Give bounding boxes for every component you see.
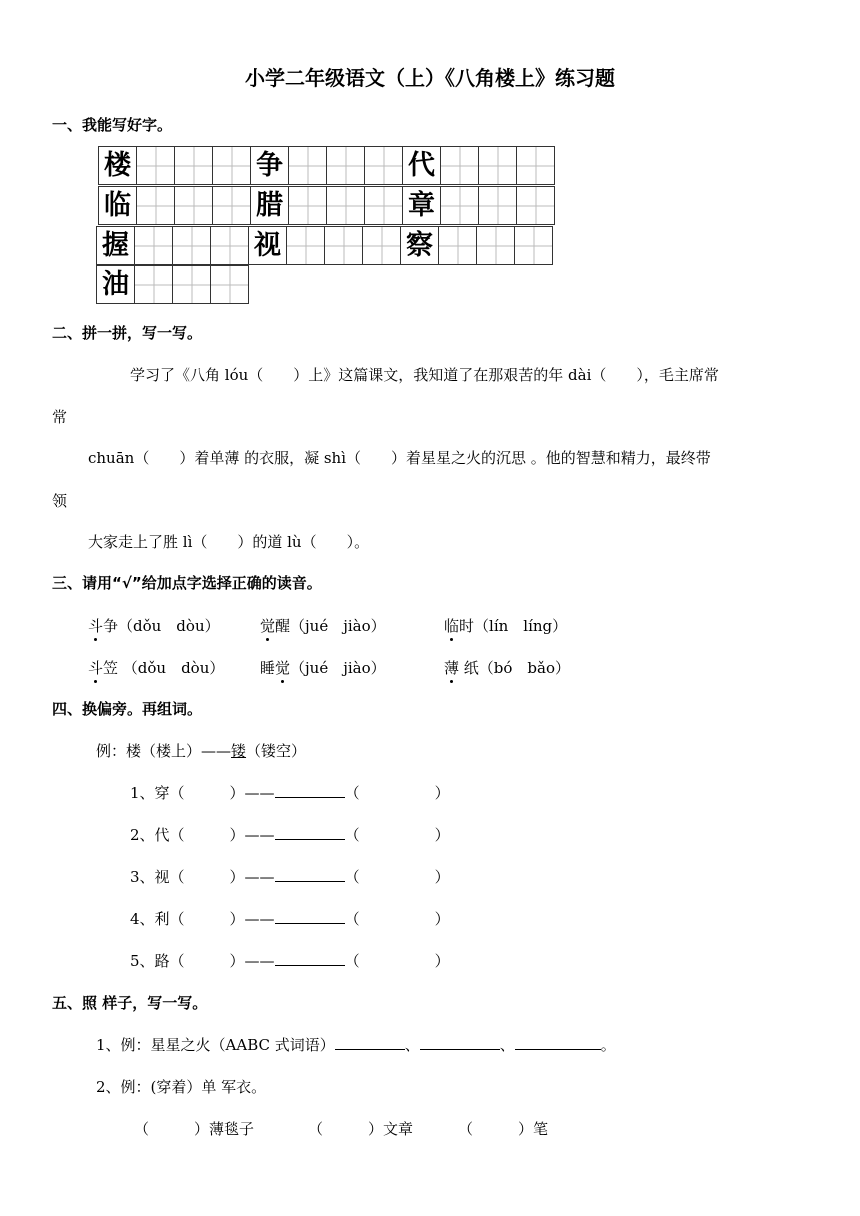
answer-blank[interactable] [335, 1035, 405, 1050]
writing-cell[interactable] [174, 146, 213, 185]
writing-cell[interactable] [288, 186, 327, 225]
radical-item: 5、路（ ）—— （ ） [130, 952, 450, 970]
writing-cell[interactable] [362, 226, 401, 265]
char-grid-row-1 [98, 146, 554, 185]
answer-blank[interactable] [515, 1035, 601, 1050]
grid-char: 代 [402, 146, 441, 185]
pronunciation-item: 觉醒（jué jiào） [260, 617, 386, 635]
answer-blank[interactable] [275, 825, 345, 840]
pronunciation-item: 临时（lín líng） [444, 617, 568, 635]
section5-heading: 五、照 样子，写一写。 [52, 994, 208, 1012]
writing-cell[interactable] [136, 186, 175, 225]
writing-cell[interactable] [364, 186, 403, 225]
pronunciation-item: 薄 纸（bó bǎo） [444, 659, 570, 677]
writing-cell[interactable] [134, 265, 173, 304]
writing-cell[interactable] [516, 146, 555, 185]
passage-line-2: chuān（ ）着单薄 的衣服，凝 shì（ ）着星星之火的沉思 。他的智慧和精力，最终带 [88, 449, 711, 467]
writing-cell[interactable] [438, 226, 477, 265]
answer-blank[interactable] [275, 783, 345, 798]
verb-question: 2、例：(穿着）单 军衣。 [96, 1078, 267, 1096]
writing-cell[interactable] [134, 226, 173, 265]
writing-cell[interactable] [478, 146, 517, 185]
radical-item: 4、利（ ）—— （ ） [130, 910, 450, 928]
radical-item: 2、代（ ）—— （ ） [130, 826, 450, 844]
page-title: 小学二年级语文（上）《八角楼上》练习题 [245, 66, 615, 90]
writing-cell[interactable] [288, 146, 327, 185]
writing-cell[interactable] [324, 226, 363, 265]
writing-cell[interactable] [516, 186, 555, 225]
pronunciation-item: 斗争（dǒu dòu） [88, 617, 220, 635]
passage-line-3: 大家走上了胜 lì（ ）的道 lù（ ）。 [88, 533, 370, 551]
writing-cell[interactable] [210, 226, 249, 265]
passage-line-1-wrap: 常 [52, 408, 68, 426]
writing-cell[interactable] [440, 146, 479, 185]
writing-cell[interactable] [174, 186, 213, 225]
grid-char: 楼 [98, 146, 137, 185]
aabc-question: 1、例：星星之火（AABC 式词语） 、 、 。 [96, 1036, 616, 1054]
writing-cell[interactable] [326, 146, 365, 185]
grid-char: 察 [400, 226, 439, 265]
pronunciation-item: 睡觉（jué jiào） [260, 659, 386, 677]
writing-cell[interactable] [210, 265, 249, 304]
writing-cell[interactable] [326, 186, 365, 225]
writing-cell[interactable] [172, 265, 211, 304]
answer-blank[interactable] [275, 951, 345, 966]
grid-char: 握 [96, 226, 135, 265]
section2-heading: 二、拼一拼，写一写。 [52, 324, 203, 342]
radical-item: 3、视（ ）—— （ ） [130, 868, 450, 886]
passage-line-2-wrap: 领 [52, 492, 68, 510]
verb-item: （ ）文章 [308, 1120, 414, 1138]
radical-item: 1、穿（ ）—— （ ） [130, 784, 450, 802]
char-grid-row-2 [98, 186, 554, 225]
writing-cell[interactable] [172, 226, 211, 265]
grid-char: 腊 [250, 186, 289, 225]
char-grid-row-3 [96, 226, 552, 265]
passage-line-1: 学习了《八角 lóu（ ）上》这篇课文，我知道了在那艰苦的年 dài（ ），毛主席常 [130, 366, 719, 384]
answer-blank[interactable] [275, 867, 345, 882]
pronunciation-item: 斗笠 （dǒu dòu） [88, 659, 225, 677]
writing-cell[interactable] [478, 186, 517, 225]
grid-char: 临 [98, 186, 137, 225]
radical-example: 例：楼（楼上）——镂（镂空） [96, 742, 307, 760]
writing-cell[interactable] [212, 146, 251, 185]
writing-cell[interactable] [212, 186, 251, 225]
writing-cell[interactable] [440, 186, 479, 225]
grid-char: 章 [402, 186, 441, 225]
grid-char: 油 [96, 265, 135, 304]
verb-item: （ ）薄毯子 [134, 1120, 255, 1138]
grid-char: 视 [248, 226, 287, 265]
section1-heading: 一、我能写好字。 [52, 116, 173, 134]
writing-cell[interactable] [286, 226, 325, 265]
writing-cell[interactable] [476, 226, 515, 265]
writing-cell[interactable] [364, 146, 403, 185]
section3-heading: 三、请用“√”给加点字选择正确的读音。 [52, 574, 322, 592]
writing-cell[interactable] [514, 226, 553, 265]
section4-heading: 四、换偏旁。再组词。 [52, 700, 203, 718]
grid-char: 争 [250, 146, 289, 185]
answer-blank[interactable] [275, 909, 345, 924]
answer-blank[interactable] [420, 1035, 500, 1050]
writing-cell[interactable] [136, 146, 175, 185]
verb-item: （ ）笔 [458, 1120, 549, 1138]
char-grid-row-4 [96, 265, 248, 304]
